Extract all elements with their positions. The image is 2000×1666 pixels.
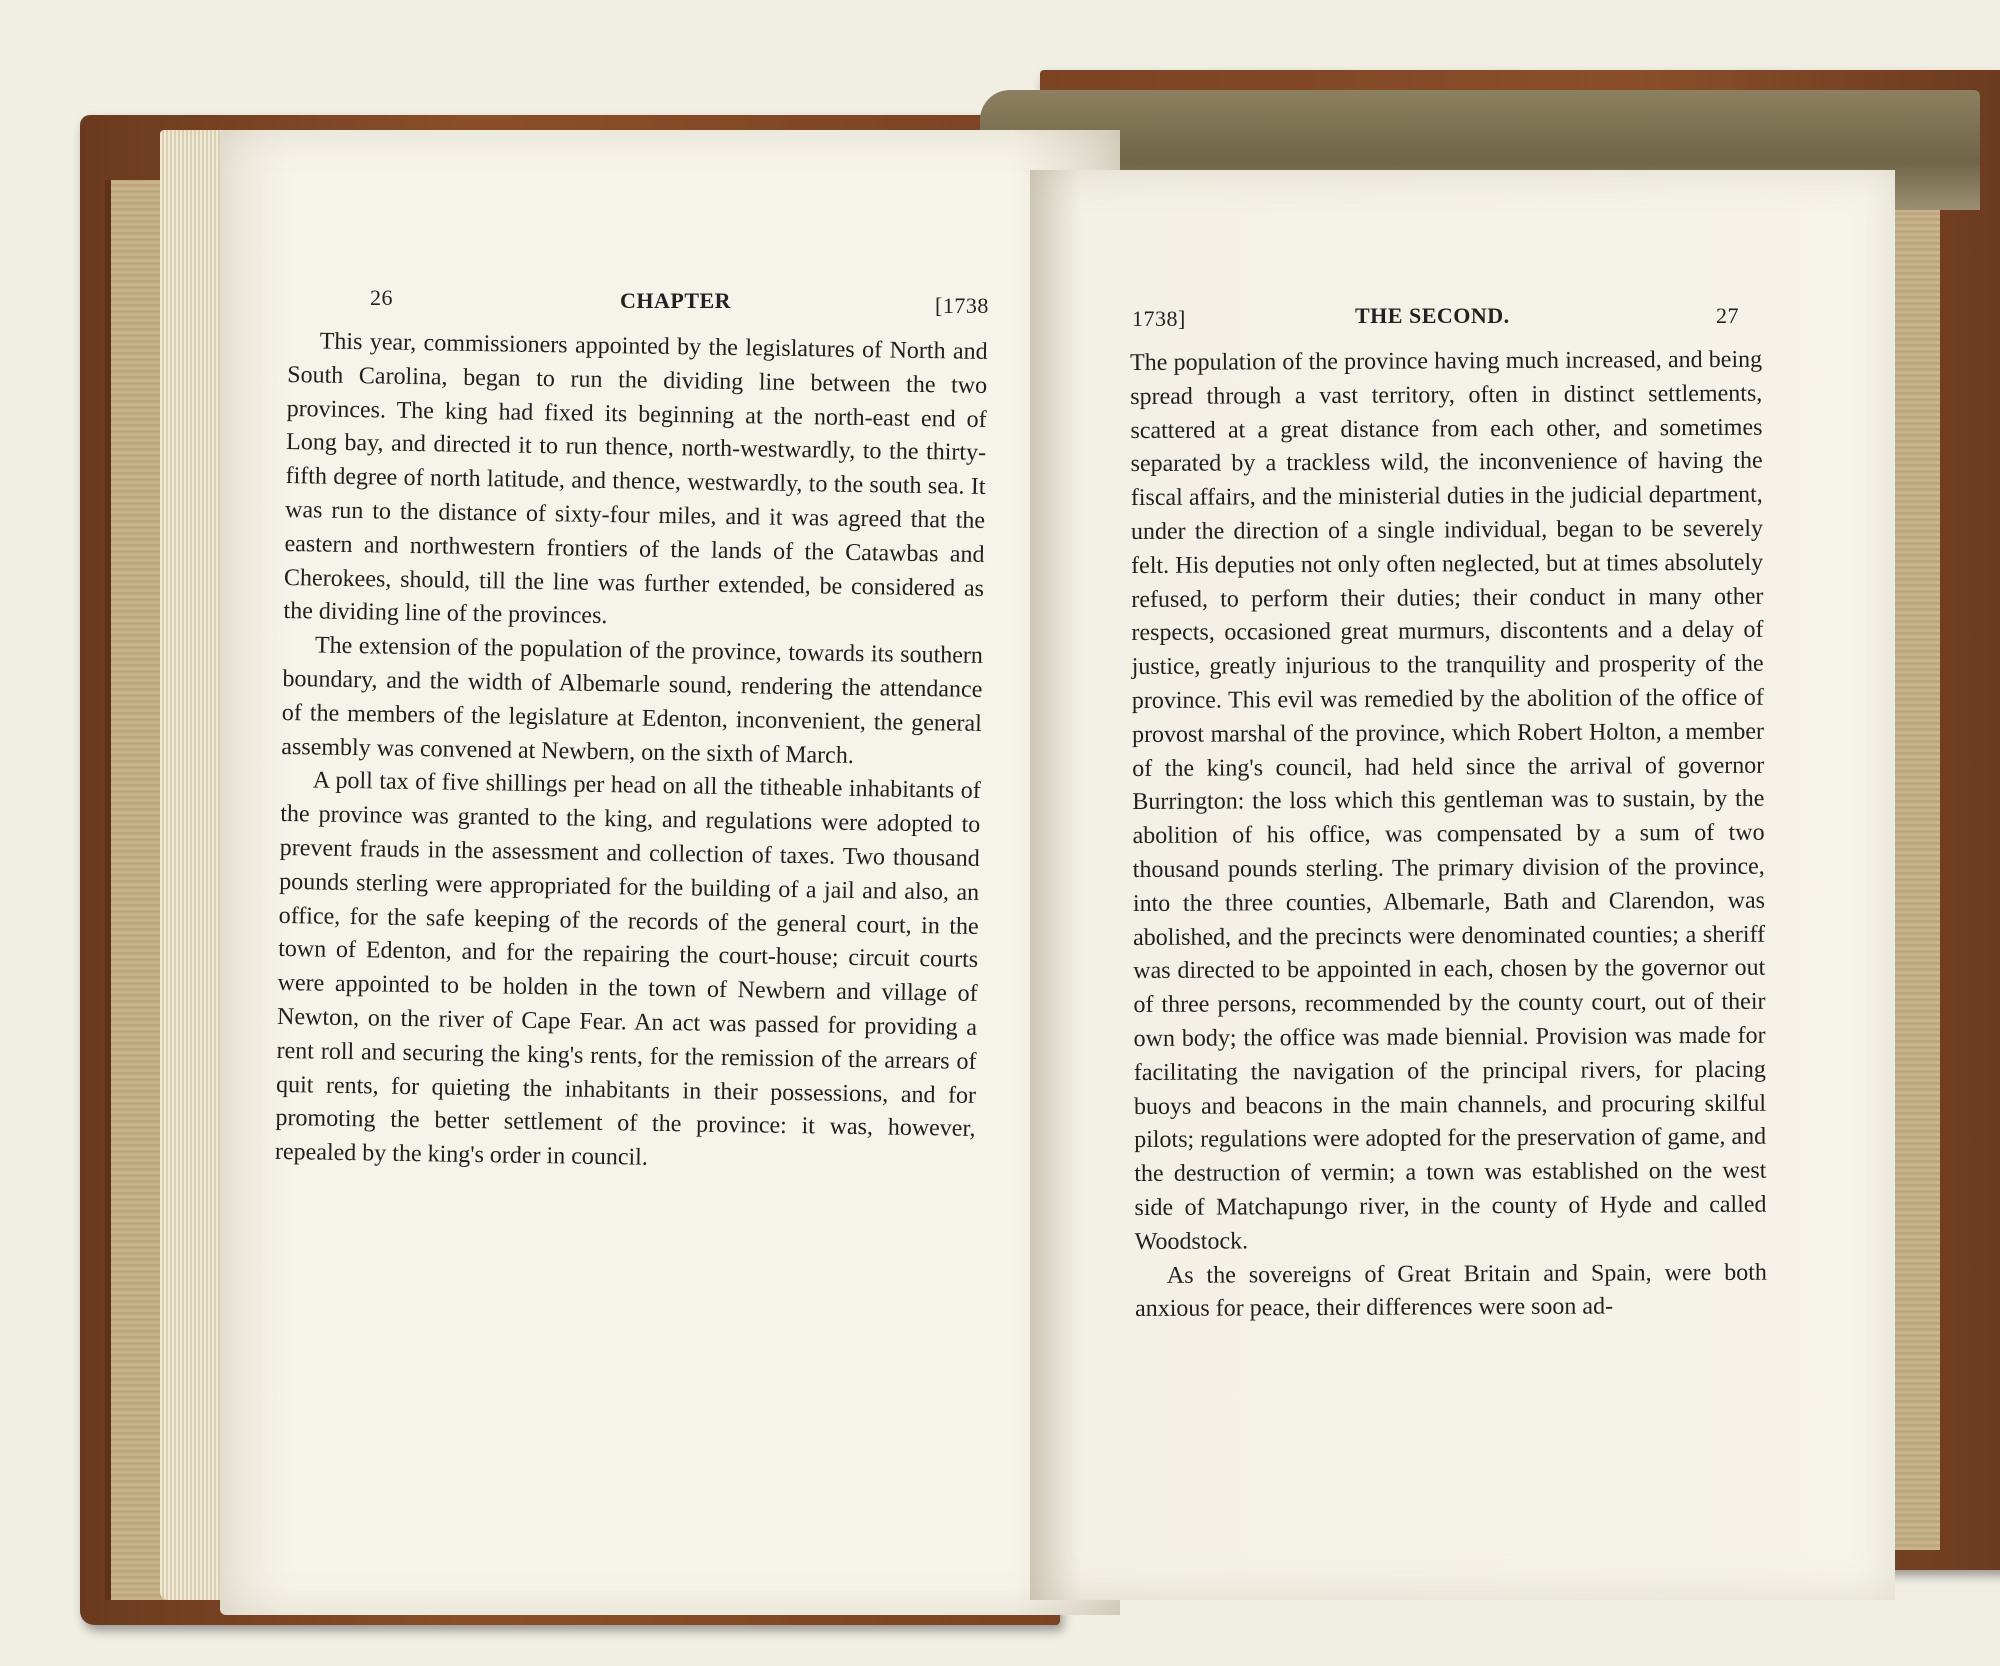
right-paragraph-1: The population of the province having much increased, and being spread through a vast territory, often in distinct settlements, scattered at a great distance from each other, and sometimes separated by a trackless wild, the inconvenience of having the fiscal affairs, and the ministerial duties in the judicial department, under the direction of a single individual, began to be severely felt. His deputies not only often neglected, but at times absolutely refused, to perform their duties; their conduct in many other respects, occasioned great murmurs, discontents and a delay of justice, greatly injurious to the tranquility and prosperity of the province. This evil was remedied by the abolition of the office of provost marshal of the province, which Robert Holton, a member of the king's council, had held since the arrival of governor Burrington: the loss which this gentleman was to sustain, by the abolition of his office, was compensated by a sum of two thousand pounds sterling. The primary division of the province, into the three counties, Albemarle, Bath and Clarendon, was abolished, and the precincts were denominated counties; a sheriff was directed to be appointed in each, chosen by the governor out of three persons, recommended by the county court, out of their own body; the office was made biennial. Provision was made for facilitating the navigation of the principal rivers, for placing buoys and beacons in the main channels, and procuring skilful pilots; regulations were adopted for the preservation of game, and the destruction of vermin; a town was established on the west side of Matchapungo river, in the county of Hyde and called Woodstock.: [1130, 346, 1767, 1255]
left-year-mark: [1738: [935, 293, 989, 318]
left-page-number: 26: [370, 285, 393, 310]
right-page-number: 27: [1716, 303, 1739, 328]
left-paragraph-1: This year, commissioners appointed by the legislatures of North and South Carolina, began to run the dividing line between the two provinces. The king had fixed its beginning at the north-east end of Long bay, and directed it to run thence, north-westwardly, to the thirty-fifth degree of north latitude, and thence, westwardly, to the south sea. It was run to the distance of sixty-four miles, and it was agreed that the eastern and northwestern frontiers of the lands of the Catawbas and Cherokees, should, till the line was further extended, be considered as the dividing line of the provinces.: [283, 328, 988, 630]
right-year-mark: 1738]: [1132, 306, 1186, 331]
left-paragraph-2: The extension of the population of the province, towards its southern boundary, and the width of Albemarle sound, rendering the attendance of the members of the legislature at Edenton, inconvenient, the general assembly was convened at Newbern, on the sixth of March.: [281, 632, 984, 769]
left-paragraph-3: A poll tax of five shillings per head on all the titheable inhabitants of the province was granted to the king, and regulations were adopted to prevent frauds in the assessment and collection of taxes. Two thousand pounds sterling were appropriated for the building of a jail and also, an office, for the safe keeping of the records of the general court, in the town of Edenton, and for the repairing the court-house; circuit courts were appointed to be holden in the town of Newbern and village of Newton, on the river of Cape Fear. An act was passed for providing a rent roll and securing the king's rents, for the remission of the arrears of quit rents, for quieting the inhabitants in their possessions, and for promoting the better settlement of the province: it was, however, repealed by the king's order in council.: [274, 767, 981, 1171]
left-running-title: CHAPTER: [620, 288, 732, 313]
right-page-body: [1130, 344, 1767, 1327]
left-page-body: [275, 325, 988, 1181]
right-paragraph-2: As the sovereigns of Great Britain and Spain, were both anxious for peace, their differences were soon ad-: [1134, 1259, 1767, 1323]
right-running-title: THE SECOND.: [1355, 303, 1510, 328]
